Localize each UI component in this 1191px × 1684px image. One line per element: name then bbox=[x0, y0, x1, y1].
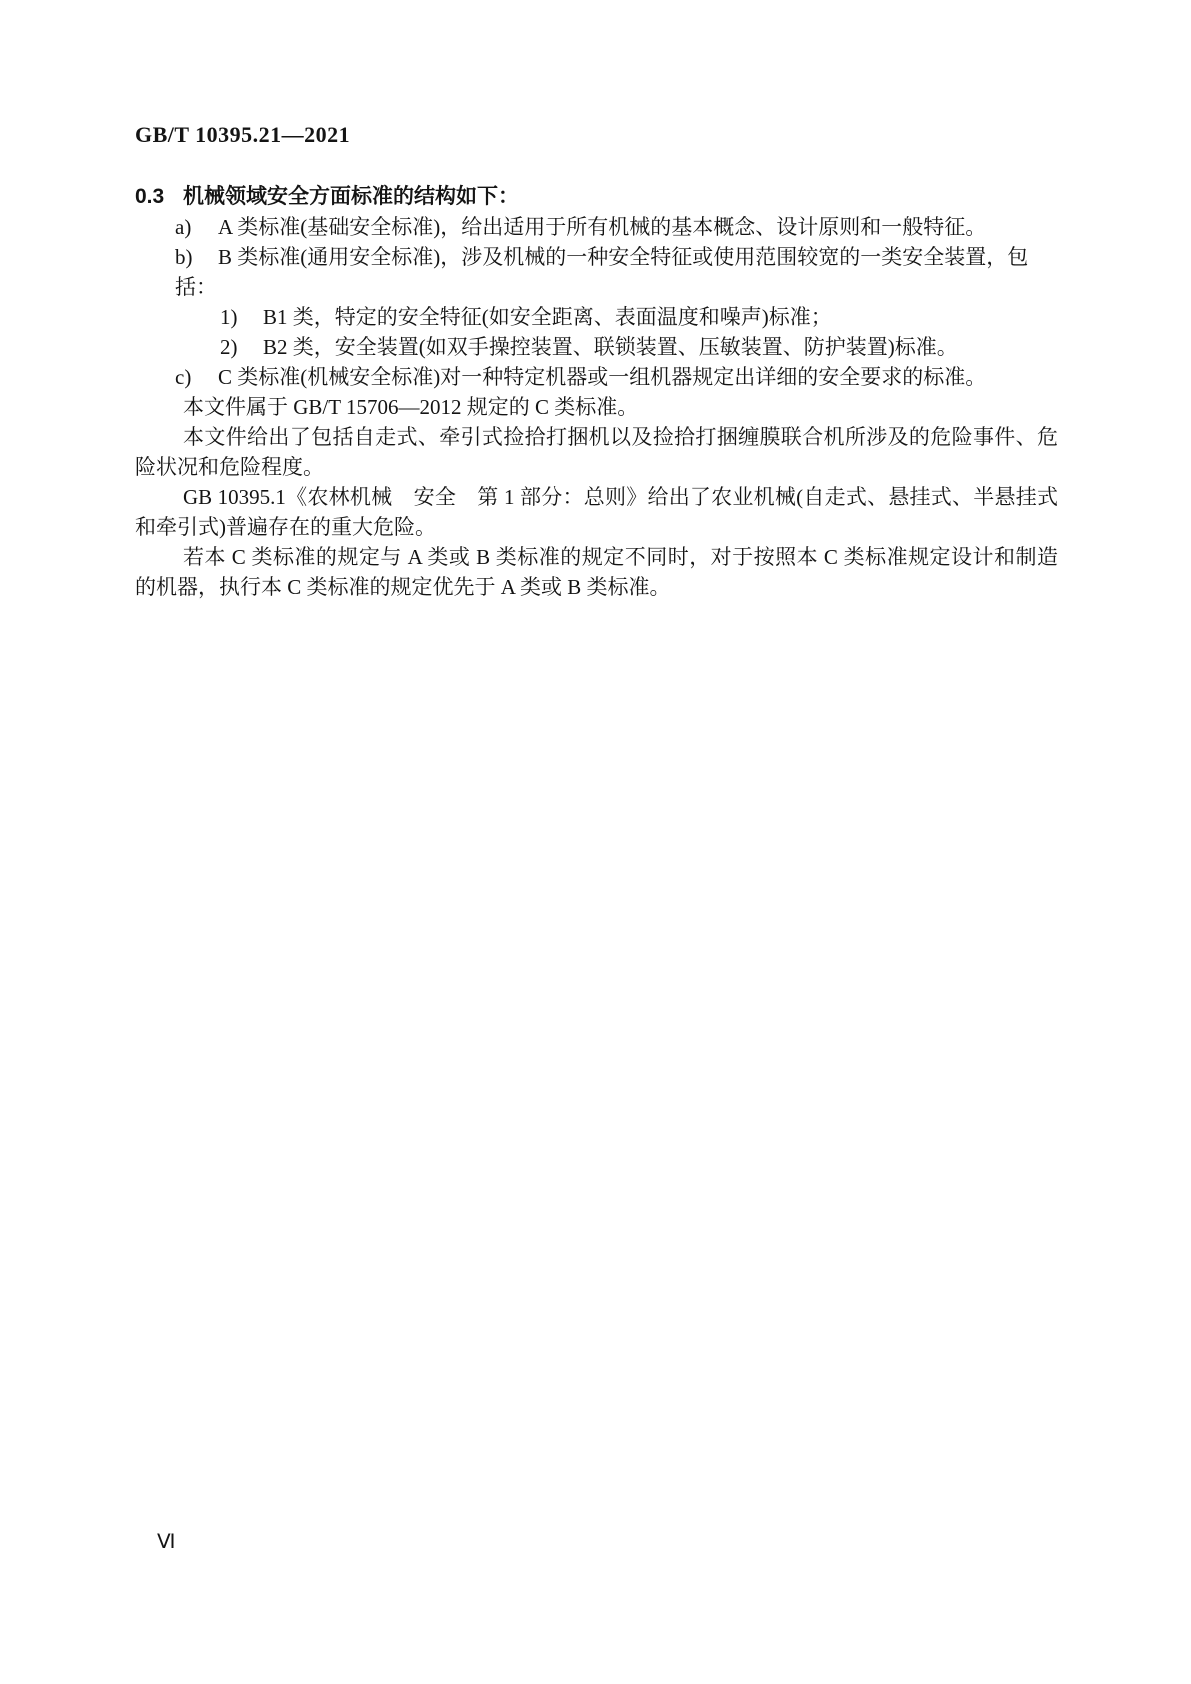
standard-number-header: GB/T 10395.21—2021 bbox=[135, 122, 351, 147]
list-item-text: B1 类，特定的安全特征(如安全距离、表面温度和噪声)标准； bbox=[263, 305, 832, 329]
list-item-b2 bbox=[135, 332, 1058, 362]
list-item-c bbox=[135, 362, 1058, 392]
clause-heading bbox=[135, 182, 1058, 212]
list-marker: 1) bbox=[220, 305, 238, 329]
list-item-text: B 类标准(通用安全标准)，涉及机械的一种安全特征或使用范围较宽的一类安全装置，包括： bbox=[175, 245, 1029, 299]
paragraph-document-scope: 本文件给出了包括自走式、牵引式捡拾打捆机以及捡拾打捆缠膜联合机所涉及的危险事件、危险状况和危险程度。 bbox=[135, 425, 1058, 479]
list-marker: c) bbox=[175, 365, 192, 389]
list-item-a bbox=[135, 212, 1058, 242]
list-marker: b) bbox=[175, 245, 193, 269]
list-marker: a) bbox=[175, 215, 192, 239]
foreword-section bbox=[135, 182, 1058, 602]
paragraph-gb10395-reference: GB 10395.1《农林机械 安全 第 1 部分：总则》给出了农业机械(自走式、悬挂式、半悬挂式和牵引式)普遍存在的重大危险。 bbox=[135, 485, 1058, 539]
list-item-text: A 类标准(基础安全标准)，给出适用于所有机械的基本概念、设计原则和一般特征。 bbox=[218, 215, 987, 239]
list-marker: 2) bbox=[220, 335, 238, 359]
clause-title: 机械领域安全方面标准的结构如下： bbox=[183, 185, 519, 208]
list-item-text: B2 类，安全装置(如双手操控装置、联锁装置、压敏装置、防护装置)标准。 bbox=[263, 335, 958, 359]
paragraph-precedence-rule: 若本 C 类标准的规定与 A 类或 B 类标准的规定不同时，对于按照本 C 类标准规定设计和制造的机器，执行本 C 类标准的规定优先于 A 类或 B 类标准。 bbox=[135, 545, 1058, 599]
paragraph-document-class: 本文件属于 GB/T 15706—2012 规定的 C 类标准。 bbox=[183, 395, 639, 419]
list-item-b bbox=[135, 242, 1058, 302]
list-item-text: C 类标准(机械安全标准)对一种特定机器或一组机器规定出详细的安全要求的标准。 bbox=[218, 365, 987, 389]
clause-number: 0.3 bbox=[135, 185, 165, 208]
list-item-b1 bbox=[135, 302, 1058, 332]
page-number: Ⅵ bbox=[157, 1531, 176, 1553]
standard-type-list bbox=[135, 212, 1058, 392]
